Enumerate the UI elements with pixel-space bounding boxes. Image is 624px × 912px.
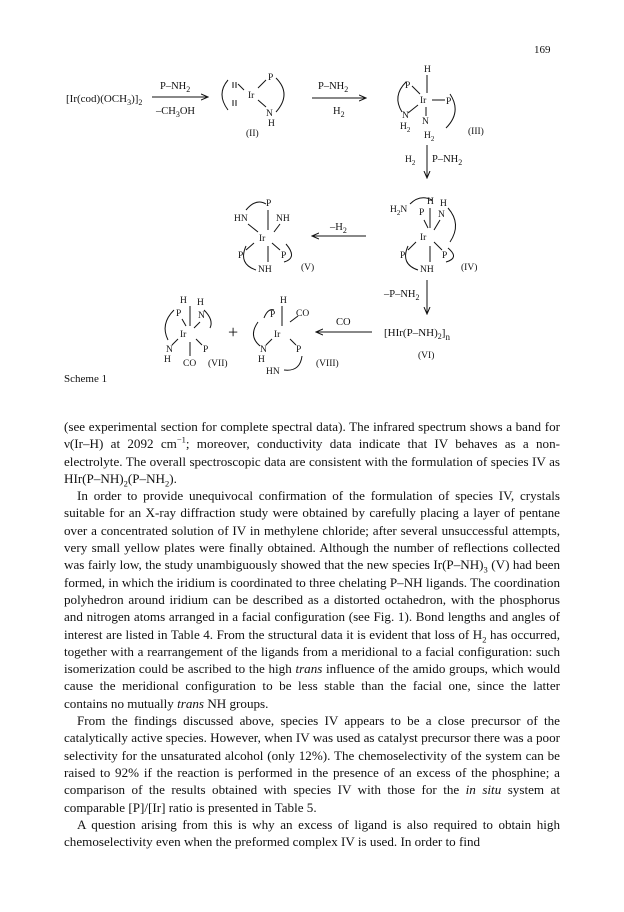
reagent-3: $P-NH_2$	[432, 154, 463, 167]
svg-text:H: H	[164, 355, 171, 365]
svg-text:NH: NH	[420, 265, 434, 275]
svg-text:N: N	[402, 111, 409, 121]
svg-text:Ir: Ir	[420, 233, 427, 243]
svg-text:P: P	[203, 345, 209, 355]
reagent-2-bottom: $H_2$	[333, 106, 345, 119]
svg-text:N: N	[438, 210, 445, 220]
label-III: (III)	[468, 127, 484, 137]
svg-text:H2: $H_2$	[424, 131, 435, 143]
svg-text:Ir: Ir	[248, 91, 255, 101]
body-text	[64, 418, 560, 850]
svg-text:P: P	[419, 208, 425, 218]
svg-text:H: H	[268, 119, 275, 129]
svg-text:H: H	[427, 197, 434, 207]
svg-text:P: P	[405, 81, 411, 91]
paragraph-3: From the findings discussed above, species IV appears to be a close precursor of the catalytically active species. However, when IV was used as catalyst precursor there was a poor selectivity for the unsaturated alcohol (only 12%). The chemoselectivity of the system can be raised to 92% if the reaction is performed in the presence of an excess of the phosphine; a comparison of the results obtained with species IV with those for the in situ system at comparable [P]/[Ir] ratio is presented in Table 5.	[64, 713, 560, 815]
complex-IV	[390, 197, 456, 275]
paragraph-2: In order to provide unequivocal confirmation of the formulation of species IV, crystals suitable for an X-ray diffraction study were obtained by carefully placing a layer of pentane over a concentrated solution of IV in methylene chloride; after several unsuccessful attempts, very small yellow plates were finally obtained. Although the number of reflections collected was fairly low, the study unambiguously showed that the new species $Ir(P-NH)_3$ (V) had been formed, in which the iridium is coordinated to three chelating P–NH ligands. The coordination polyhedron around iridium can be described as a distorted octahedron, with the phosphorus and nitrogen atoms arranged in a facial configuration (see Fig. 1). Bond lengths and angles of interest are listed in Table 4. From the structural data it is evident that loss of $H_2$ has occurred, together with a rearrangement of the ligands from a meridional to a facial configuration: such isomerization could be ascribed to the high trans influence of the amido groups, which would cause the meridional configuration to be less stable than the facial one, since the latter contains no mutually trans NH groups.	[64, 488, 560, 711]
svg-text:NH: NH	[258, 265, 272, 275]
label-V: (V)	[301, 263, 315, 273]
reagent-4: $-H_2$	[330, 222, 347, 235]
reaction-scheme	[0, 0, 624, 400]
svg-text:N: N	[422, 117, 429, 127]
label-VII: (VII)	[208, 359, 228, 369]
polymer-VI: $[HIr(P-NH)_2]_n$	[384, 327, 450, 342]
svg-text:N: N	[266, 109, 273, 119]
reagent-3-prefix: $H_2$	[405, 155, 416, 167]
plus-sign: +	[228, 322, 239, 342]
svg-text:P: P	[270, 310, 276, 320]
complex-VII	[164, 296, 211, 369]
paragraph-1: (see experimental section for complete spectral data). The infrared spectrum shows a band for ν(Ir–H) at 2092 $cm^{-1}$; moreover, conductivity data indicate that IV behaves as a non-electrolyte. The overall spectroscopic data are consistent with the formulation of species IV as $HIr(P-NH)_2(P-NH_2)$.	[64, 419, 560, 489]
starting-complex: $[Ir(cod)(OCH_3)]_2$	[66, 93, 143, 107]
svg-text:H: H	[280, 296, 287, 306]
reagent-6: CO	[336, 317, 351, 328]
svg-text:P: P	[442, 251, 448, 261]
svg-text:HN: HN	[266, 367, 280, 377]
reagent-5: $-P-NH_2$	[384, 289, 420, 302]
svg-text:H2N: $H_2N$	[390, 205, 408, 217]
svg-text:P: P	[238, 251, 244, 261]
svg-text:H: H	[258, 355, 265, 365]
reagent-2-top: $P-NH_2$	[318, 81, 349, 94]
scheme-caption: Scheme 1	[64, 373, 108, 385]
reagent-1-top: $P-NH_2$	[160, 81, 191, 94]
label-IV: (IV)	[461, 263, 478, 273]
svg-text:H: H	[197, 298, 204, 308]
complex-V	[234, 199, 292, 275]
svg-text:H: H	[424, 65, 431, 75]
svg-text:CO: CO	[183, 359, 197, 369]
svg-text:P: P	[400, 251, 406, 261]
svg-text:Ir: Ir	[180, 330, 187, 340]
label-VI: (VI)	[418, 351, 435, 361]
svg-text:Ir: Ir	[274, 330, 281, 340]
svg-text:CO: CO	[296, 309, 310, 319]
complex-III	[398, 65, 455, 143]
svg-text:N: N	[166, 345, 173, 355]
page-number: 169	[534, 44, 551, 56]
svg-text:P: P	[296, 345, 302, 355]
label-II: (II)	[246, 129, 259, 139]
svg-text:H2: $H_2$	[400, 122, 411, 134]
svg-text:P: P	[266, 199, 272, 209]
svg-text:P: P	[281, 251, 287, 261]
svg-text:NH: NH	[276, 214, 290, 224]
svg-text:P: P	[176, 309, 182, 319]
paragraph-4: A question arising from this is why an excess of ligand is also required to obtain high chemoselectivity even when the preformed complex IV is used. In order to find	[64, 816, 560, 850]
svg-text:N: N	[260, 345, 267, 355]
svg-text:P: P	[268, 73, 274, 83]
svg-text:Ir: Ir	[259, 234, 266, 244]
complex-II	[222, 73, 284, 129]
svg-text:H: H	[180, 296, 187, 306]
svg-text:Ir: Ir	[420, 96, 427, 106]
reagent-1-bottom: $-CH_3OH$	[156, 106, 196, 119]
complex-VIII	[253, 296, 309, 377]
svg-text:H: H	[440, 199, 447, 209]
svg-text:P: P	[446, 97, 452, 107]
svg-text:HN: HN	[234, 214, 248, 224]
svg-text:N: N	[198, 311, 205, 321]
label-VIII: (VIII)	[316, 359, 339, 369]
